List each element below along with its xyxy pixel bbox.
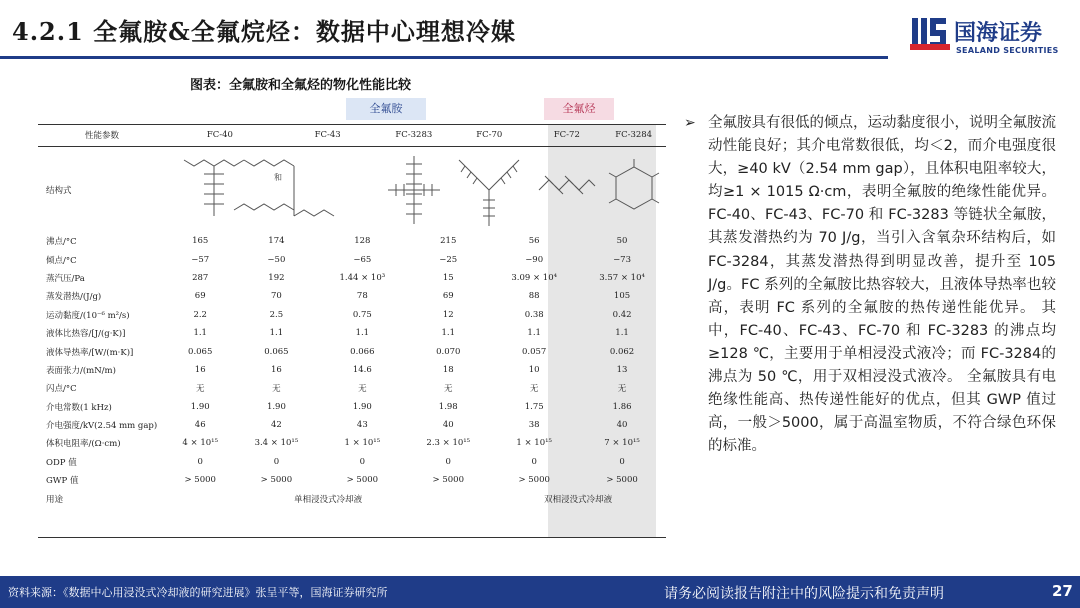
- table-row: [38, 269, 666, 287]
- row-label: 介电强度/kV(2.54 mm gap): [46, 421, 158, 432]
- table-row: [38, 250, 666, 268]
- footer-bar: [0, 576, 1080, 608]
- cell-fc3284: 0.062: [609, 346, 635, 357]
- cell-fc3283: 0: [359, 456, 366, 467]
- cell-fc72: > 5000: [518, 475, 550, 486]
- row-label: 液体导热率/[W/(m·K)]: [46, 347, 134, 358]
- use-perfluoroamine: 单相浸没式冷却液: [294, 495, 363, 506]
- cell-fc3283: 1.1: [355, 328, 370, 339]
- cell-fc3283: 1.44 × 10³: [339, 272, 386, 283]
- title-rule: [0, 56, 888, 59]
- cell-fc72: 1.75: [524, 401, 544, 412]
- cell-fc70: 18: [442, 364, 454, 375]
- cell-fc43: 1.90: [266, 401, 286, 412]
- cell-fc40: 165: [192, 236, 209, 247]
- row-label: 体积电阻率/(Ω·cm): [46, 439, 121, 450]
- table-header-row: [38, 124, 666, 147]
- structure-fc40-fc43: [166, 147, 382, 234]
- row-label: 介电常数(1 kHz): [46, 402, 112, 413]
- cell-fc72: 0.057: [522, 346, 547, 357]
- structure-row: [38, 147, 666, 234]
- group-tag-perfluoroalkane: 全氟烃: [544, 98, 614, 120]
- table-row: [38, 287, 666, 305]
- cell-fc43: 174: [268, 236, 285, 247]
- row-label: 蒸发潜热/(J/g): [46, 292, 102, 303]
- cell-fc43: 3.4 × 10¹⁵: [254, 438, 299, 449]
- structure-fc70: [446, 147, 532, 234]
- figure-title: 图表：全氟胺和全氟烃的物化性能比较: [190, 78, 412, 93]
- tris-perfluoroalkyl-amine-structure-icon: [174, 150, 374, 230]
- cell-fc40: 4 × 10¹⁵: [182, 438, 218, 449]
- cell-fc3283: 1 × 10¹⁵: [344, 438, 381, 449]
- analysis-bullet: [686, 112, 1056, 458]
- cell-fc3283: 无: [358, 384, 367, 395]
- cell-fc43: 无: [272, 384, 281, 395]
- cell-fc3283: 0.75: [352, 309, 372, 320]
- col-header-fc43: FC-43: [274, 124, 382, 147]
- cell-fc43: 1.1: [269, 328, 284, 339]
- cell-fc40: −57: [191, 254, 210, 265]
- table-row: [38, 361, 666, 379]
- cell-fc40: 69: [194, 291, 206, 302]
- cell-fc72: 88: [528, 291, 540, 302]
- cell-fc3283: 1.90: [352, 401, 372, 412]
- use-label: 用途: [46, 495, 64, 506]
- cell-fc70: 69: [442, 291, 454, 302]
- logo-text-cn: 国海证券: [954, 21, 1043, 46]
- structure-label: 结构式: [46, 186, 72, 196]
- table-bottom-rule: [38, 537, 666, 538]
- cell-fc70: 1.1: [441, 328, 456, 339]
- cell-fc70: 2.3 × 10¹⁵: [426, 438, 471, 449]
- slide-title: 4.2.1 全氟胺&全氟烷烃：数据中心理想冷媒: [12, 17, 516, 46]
- cell-fc3284: 13: [616, 364, 628, 375]
- table-row: [38, 342, 666, 360]
- page-number: 27: [1052, 582, 1073, 600]
- cell-fc70: 215: [440, 236, 457, 247]
- cell-fc43: 2.5: [269, 309, 284, 320]
- property-rows: [38, 232, 666, 489]
- cell-fc72: 0: [531, 456, 537, 467]
- footer-source: 资料来源：《数据中心用浸没式冷却液的研究进展》张呈平等，国海证券研究所: [8, 586, 388, 599]
- cell-fc72: 1.1: [527, 328, 541, 339]
- cell-fc40: 2.2: [193, 309, 207, 320]
- cell-fc43: > 5000: [260, 475, 293, 486]
- cell-fc3284: 1.1: [615, 328, 629, 339]
- structure-fc72: [532, 147, 601, 234]
- cell-fc3284: 7 × 10¹⁵: [604, 438, 640, 449]
- cell-fc72: −90: [525, 254, 544, 265]
- perfluoro-morpholine-ring-structure-icon: [604, 155, 664, 225]
- table-row: [38, 232, 666, 250]
- cell-fc3284: 无: [617, 384, 627, 395]
- cell-fc72: 38: [528, 420, 540, 431]
- perfluorotripentylamine-structure-icon: [449, 150, 529, 230]
- table-row: [38, 398, 666, 416]
- cell-fc70: 40: [442, 420, 454, 431]
- row-label: ODP 值: [46, 457, 77, 468]
- cell-fc40: 无: [195, 384, 205, 395]
- group-tag-perfluoroamine: 全氟胺: [346, 98, 426, 120]
- use-perfluoroalkane: 双相浸没式冷却液: [544, 495, 613, 506]
- cell-fc70: 12: [442, 309, 454, 320]
- company-logo: [910, 14, 1070, 64]
- property-value-table: [38, 232, 666, 509]
- cell-fc70: 0: [445, 456, 451, 467]
- cell-fc72: 无: [529, 384, 539, 395]
- row-label: GWP 值: [46, 476, 79, 487]
- cell-fc72: 56: [528, 236, 540, 247]
- property-table: [38, 124, 666, 233]
- row-label: 蒸汽压/Pa: [46, 273, 85, 284]
- cell-fc3284: 105: [613, 291, 631, 302]
- table-row: [38, 379, 666, 397]
- cell-fc40: 1.90: [190, 401, 210, 412]
- cell-fc43: 0.065: [264, 346, 289, 357]
- perfluorohexane-structure-icon: [535, 160, 599, 220]
- property-table-area: [38, 124, 666, 538]
- use-row: [38, 489, 666, 509]
- col-header-fc3284: FC-3284: [601, 124, 666, 147]
- cell-fc70: 1.98: [438, 401, 458, 412]
- table-row: [38, 434, 666, 452]
- cell-fc43: 42: [270, 420, 282, 431]
- row-label: 表面张力/(mN/m): [46, 365, 116, 376]
- cell-fc43: 0: [273, 456, 280, 467]
- cell-fc3284: 50: [616, 236, 628, 247]
- structure-fc3283: [382, 147, 447, 234]
- table-row: [38, 453, 666, 471]
- logo-text-en: SEALAND SECURITIES: [956, 46, 1059, 55]
- sealand-logo-icon: [910, 14, 950, 54]
- footer-disclaimer: 请务必阅读报告附注中的风险提示和免责声明: [664, 586, 944, 602]
- row-label: 沸点/°C: [46, 237, 77, 248]
- cell-fc40: 46: [194, 420, 206, 431]
- cell-fc40: 287: [192, 272, 209, 283]
- cell-fc3283: > 5000: [346, 475, 379, 486]
- cell-fc3284: 3.57 × 10⁴: [599, 272, 645, 283]
- col-header-fc40: FC-40: [166, 124, 274, 147]
- cell-fc3284: 0.42: [612, 309, 632, 320]
- col-header-param: 性能参数: [38, 124, 166, 147]
- cell-fc70: 15: [442, 272, 454, 283]
- analysis-text: 全氟胺具有很低的倾点，运动黏度很小，说明全氟胺流动性能良好；其介电常数很低，均＜2，而介电强度很大，≥40 kV（2.54 mm gap），且体积电阻率较大，均≥1 × 1015 Ω·cm，表明全氟胺的绝缘性能优异。FC-40、FC-43、FC-70 和 FC-3283 等链状全氟胺，其蒸发潜热约为 70 J/g，当引入含氧杂环结构后，如FC-3284，其蒸发潜热得到明显改善，提升至 105 J/g。FC 系列的全氟胺比热容较大，且液体导热率也较高，表明 FC 系列的全氟胺的热传递性能优异。 其中，FC-40、FC-43、FC-70 和 FC-3283 的沸点均≥128 ℃，主要用于单相浸没式液冷；而 FC-3284的沸点为 50 ℃，用于双相浸没式液冷。 全氟胺具有电绝缘性能高、热传递性能好的优点，但其 GWP 值过高，一般＞5000，属于高温室物质，不符合绿色环保的标准。: [708, 115, 1056, 455]
- row-label: 运动黏度/(10⁻⁶ m²/s): [46, 310, 130, 321]
- cell-fc43: 70: [270, 291, 282, 302]
- structure-fc3284: [601, 147, 666, 234]
- cell-fc40: 0: [197, 456, 203, 467]
- cell-fc3284: 40: [616, 420, 628, 431]
- cell-fc43: 192: [268, 272, 285, 283]
- cell-fc40: > 5000: [184, 475, 216, 486]
- row-label: 闪点/°C: [46, 384, 77, 395]
- cell-fc72: 1 × 10¹⁵: [516, 438, 552, 449]
- cell-fc70: 无: [443, 384, 453, 395]
- table-row: [38, 306, 666, 324]
- col-header-fc3283: FC-3283: [382, 124, 447, 147]
- cell-fc72: 0.38: [524, 309, 544, 320]
- svg-text:和: 和: [273, 173, 282, 182]
- cell-fc40: 0.065: [188, 346, 213, 357]
- bullet-arrow-icon: ➢: [684, 115, 696, 131]
- col-header-fc70: FC-70: [446, 124, 532, 147]
- cell-fc3284: −73: [613, 254, 632, 265]
- cell-fc3283: −65: [353, 254, 372, 265]
- cell-fc3284: 0: [619, 456, 625, 467]
- cell-fc72: 3.09 × 10⁴: [511, 272, 558, 283]
- cell-fc70: > 5000: [432, 475, 464, 486]
- perfluorotripropylamine-structure-icon: [384, 150, 444, 230]
- cell-fc40: 16: [194, 364, 206, 375]
- table-row: [38, 471, 666, 489]
- row-label: 液体比热容/[J/(g·K)]: [46, 329, 126, 340]
- cell-fc3283: 128: [354, 236, 371, 247]
- cell-fc40: 1.1: [193, 328, 207, 339]
- cell-fc3283: 43: [356, 420, 368, 431]
- cell-fc43: −50: [267, 254, 286, 265]
- table-row: [38, 324, 666, 342]
- cell-fc3284: 1.86: [612, 401, 632, 412]
- row-label: 倾点/°C: [46, 255, 77, 266]
- col-header-fc72: FC-72: [532, 124, 601, 147]
- cell-fc70: −25: [439, 254, 458, 265]
- cell-fc3283: 0.066: [350, 346, 375, 357]
- cell-fc72: 10: [528, 364, 540, 375]
- cell-fc43: 16: [270, 364, 282, 375]
- cell-fc3283: 78: [356, 291, 368, 302]
- cell-fc3283: 14.6: [352, 364, 372, 375]
- table-row: [38, 416, 666, 434]
- cell-fc70: 0.070: [436, 346, 461, 357]
- cell-fc3284: > 5000: [606, 475, 638, 486]
